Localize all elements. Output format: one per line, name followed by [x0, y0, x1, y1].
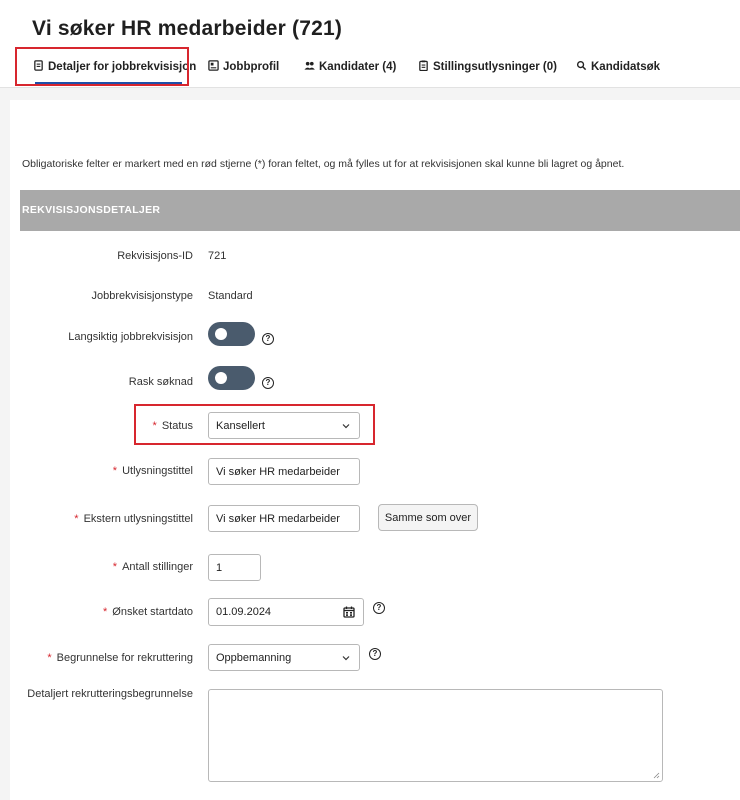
reason-value: Oppbemanning — [216, 651, 292, 664]
external-title-input[interactable] — [208, 505, 360, 532]
start-date-value: 01.09.2024 — [216, 606, 272, 618]
positions-label — [113, 561, 193, 573]
tab-label: Kandidater (4) — [319, 61, 397, 73]
required-info-text: Obligatoriske felter er markert med en rød stjerne (*) foran feltet, og må fylles ut for at rekvisisjonen skal kunne bli lagret og åpnet. — [22, 158, 625, 170]
positions-input[interactable] — [208, 554, 261, 581]
tab-candidates[interactable] — [304, 60, 396, 74]
start-date-label — [103, 606, 193, 618]
start-date-input[interactable] — [208, 598, 364, 626]
tab-label: Detaljer for jobbrekvisisjon — [48, 61, 197, 73]
required-marker: * — [74, 513, 79, 525]
external-title-label-text: Ekstern utlysningstittel — [83, 513, 193, 525]
reason-select[interactable] — [208, 644, 360, 671]
external-title-value: Vi søker HR medarbeider — [216, 512, 340, 525]
people-icon — [304, 60, 315, 74]
clipboard-icon — [418, 60, 429, 74]
long-term-toggle[interactable] — [208, 322, 255, 346]
posting-title-label-text: Utlysningstittel — [122, 465, 193, 477]
tab-candidate-search[interactable] — [576, 60, 660, 74]
active-tab-indicator — [35, 82, 182, 85]
help-icon[interactable]: ? — [373, 602, 385, 614]
required-marker: * — [103, 606, 108, 618]
same-as-above-button[interactable]: Samme som over — [378, 504, 478, 531]
req-type-value: Standard — [208, 290, 253, 302]
req-id-value: 721 — [208, 250, 227, 262]
section-title: REKVISISJONSDETALJER — [22, 204, 161, 216]
quick-apply-label: Rask søknad — [128, 376, 193, 388]
page-title: Vi søker HR medarbeider (721) — [32, 17, 343, 40]
toggle-knob — [215, 372, 227, 384]
long-term-label: Langsiktig jobbrekvisisjon — [68, 331, 193, 343]
positions-label-text: Antall stillinger — [122, 561, 193, 573]
required-marker: * — [112, 465, 118, 477]
help-icon[interactable]: ? — [262, 377, 274, 389]
detailed-reason-textarea[interactable] — [208, 689, 663, 782]
help-icon[interactable]: ? — [369, 648, 381, 660]
status-select[interactable] — [208, 412, 360, 439]
reason-label-text: Begrunnelse for rekruttering — [56, 652, 193, 664]
external-title-label — [74, 513, 193, 525]
tab-job-profile[interactable] — [208, 60, 279, 74]
status-label — [153, 420, 193, 432]
required-marker: * — [152, 420, 157, 432]
tab-details[interactable] — [33, 60, 196, 74]
quick-apply-toggle[interactable] — [208, 366, 255, 390]
header — [0, 0, 740, 88]
chevron-down-icon — [342, 422, 350, 430]
required-marker: * — [47, 652, 52, 664]
toggle-knob — [215, 328, 227, 340]
positions-value: 1 — [216, 561, 223, 574]
required-marker: * — [112, 561, 118, 573]
status-label-text: Status — [161, 420, 193, 432]
reason-label — [47, 652, 193, 664]
posting-title-label — [113, 465, 193, 477]
tab-label: Kandidatsøk — [591, 61, 661, 73]
start-date-label-text: Ønsket startdato — [112, 606, 193, 618]
tab-label: Stillingsutlysninger (0) — [433, 61, 557, 73]
search-icon — [576, 60, 587, 74]
posting-title-input[interactable] — [208, 458, 360, 485]
tab-postings[interactable] — [418, 60, 557, 74]
req-type-label: Jobbrekvisisjonstype — [91, 290, 193, 302]
chevron-down-icon — [342, 654, 350, 662]
detailed-reason-label: Detaljert rekrutteringsbegrunnelse — [27, 688, 193, 700]
tab-label: Jobbprofil — [223, 61, 280, 73]
req-id-label: Rekvisisjons-ID — [117, 250, 193, 262]
calendar-icon[interactable] — [343, 606, 355, 618]
profile-icon — [208, 60, 219, 74]
help-icon[interactable]: ? — [262, 333, 274, 345]
document-icon — [33, 60, 44, 74]
resize-handle-icon[interactable] — [653, 772, 660, 779]
status-value: Kansellert — [216, 419, 265, 432]
posting-title-value: Vi søker HR medarbeider — [216, 465, 340, 478]
